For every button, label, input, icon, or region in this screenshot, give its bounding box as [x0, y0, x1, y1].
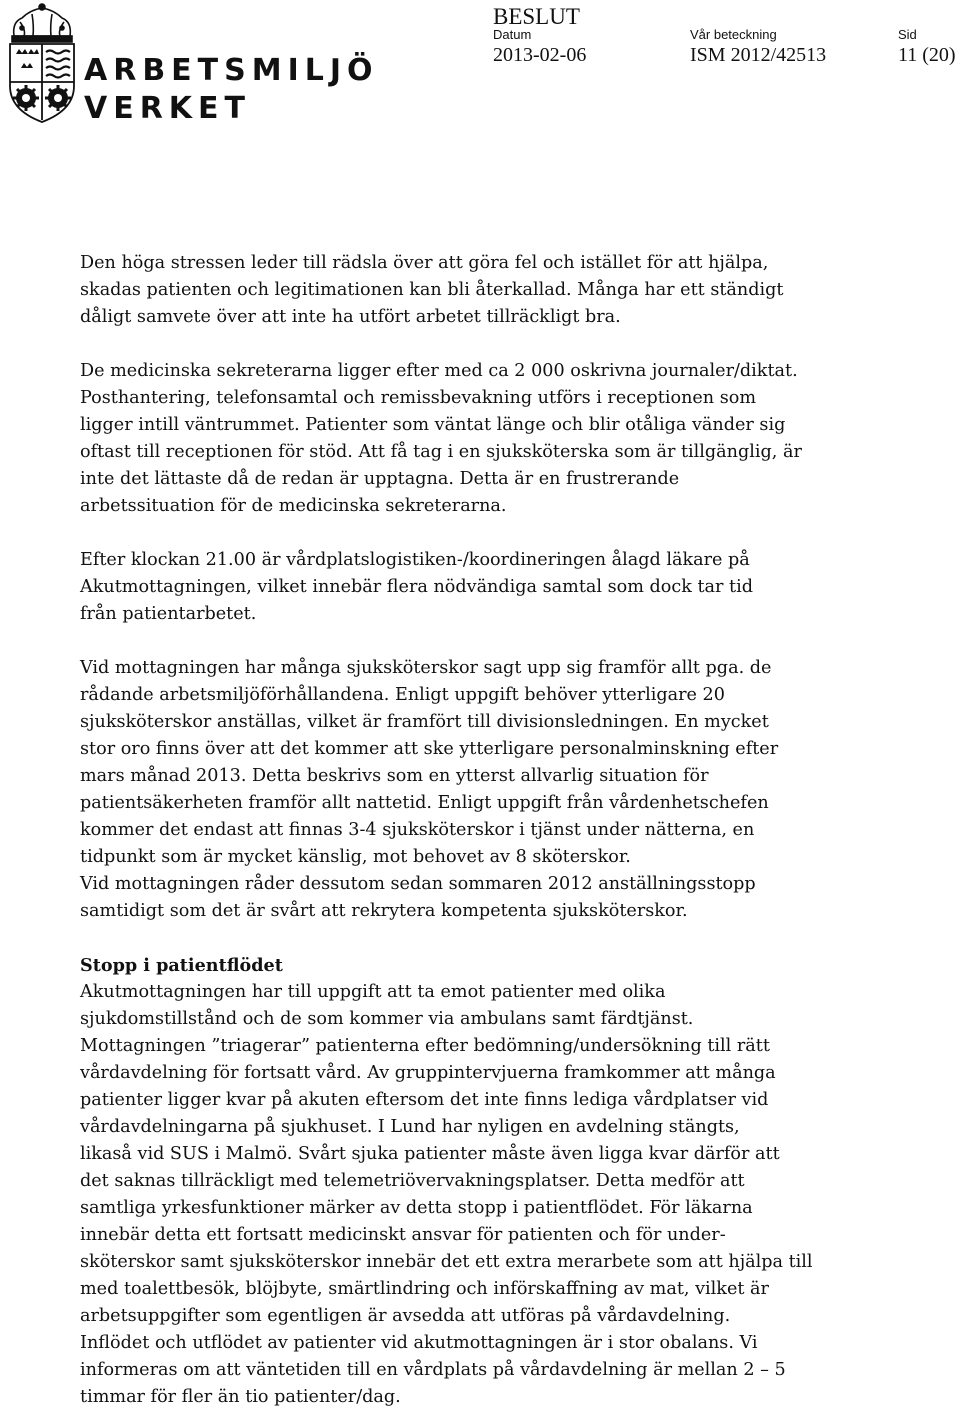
- text-line: arbetsuppgifter som egentligen är avsedda att utföras på vårdavdelning.: [80, 1306, 731, 1326]
- text-line: samtidigt som det är svårt att rekrytera kompetenta sjuksköterskor.: [80, 901, 688, 921]
- text-line: Akutmottagningen har till uppgift att ta emot patienter med olika: [80, 982, 666, 1002]
- text-line: likaså vid SUS i Malmö. Svårt sjuka patienter måste även ligga kvar därför att: [80, 1144, 780, 1164]
- text-line: stor oro finns över att det kommer att ske ytterligare personalminskning efter: [80, 739, 779, 759]
- logo-line-2: VERKET: [84, 91, 252, 126]
- text-line: vårdavdelning för fortsatt vård. Av gruppintervjuerna framkommer att många: [80, 1063, 776, 1083]
- page-number: 11 (20): [898, 44, 956, 66]
- text-line: Posthantering, telefonsamtal och remissbevakning utförs i receptionen som: [80, 388, 757, 408]
- reference-value: ISM 2012/42513: [690, 44, 827, 66]
- paragraph: [80, 655, 880, 925]
- text-line: sjuksköterskor anställas, vilket är framfört till divisionsledningen. En mycket: [80, 712, 769, 732]
- text-line: Mottagningen ”triagerar” patienterna efter bedömning/undersökning till rätt: [80, 1036, 770, 1056]
- text-line: Den höga stressen leder till rädsla över att göra fel och istället för att hjälpa,: [80, 253, 769, 273]
- section-stopp-i-patientflodet: [80, 952, 880, 1411]
- text-line: sjukdomstillstånd och de som kommer via ambulans samt färdtjänst.: [80, 1009, 694, 1029]
- arbetsmiljoverket-logo: [0, 0, 379, 128]
- text-line: samtliga yrkesfunktioner märker av detta stopp i patientflödet. För läkarna: [80, 1198, 753, 1218]
- text-line: det saknas tillräckligt med telemetriövervakningsplatser. Detta medför att: [80, 1171, 745, 1191]
- text-line: patienter ligger kvar på akuten eftersom det inte finns lediga vårdplatser vid: [80, 1090, 769, 1110]
- text-line: Vid mottagningen har många sjuksköterskor sagt upp sig framför allt pga. de: [80, 658, 772, 678]
- text-line: oftast till receptionen för stöd. Att få tag i en sjuksköterska som är tillgänglig, är: [80, 442, 802, 462]
- text-line: sköterskor samt sjuksköterskor innebär det ett extra merarbete som att hjälpa till: [80, 1252, 813, 1272]
- document-body: [80, 250, 880, 1411]
- section-heading: Stopp i patientflödet: [80, 955, 283, 976]
- reference-label: Vår beteckning: [690, 27, 777, 42]
- text-line: timmar för fler än tio patienter/dag.: [80, 1387, 401, 1407]
- text-line: Vid mottagningen råder dessutom sedan sommaren 2012 anställningsstopp: [80, 874, 756, 894]
- document-type: BESLUT: [493, 4, 580, 29]
- text-line: inte det lättaste då de redan är upptagna. Detta är en frustrerande: [80, 469, 680, 489]
- paragraph: [80, 250, 880, 331]
- paragraph: [80, 547, 880, 628]
- text-line: Akutmottagningen, vilket innebär flera nödvändiga samtal som dock tar tid: [80, 577, 753, 597]
- logo-wordmark: [84, 52, 379, 128]
- crown-crest-icon: [4, 2, 80, 124]
- text-line: informeras om att väntetiden till en vårdplats på vårdavdelning är mellan 2 – 5: [80, 1360, 786, 1380]
- logo-line-1: ARBETSMILJÖ: [84, 53, 379, 88]
- text-line: kommer det endast att finnas 3-4 sjuksköterskor i tjänst under nätterna, en: [80, 820, 755, 840]
- text-line: arbetssituation för de medicinska sekreterarna.: [80, 496, 507, 516]
- text-line: vårdavdelningarna på sjukhuset. I Lund har nyligen en avdelning stängts,: [80, 1117, 740, 1137]
- text-line: innebär detta ett fortsatt medicinskt ansvar för patienten och för under-: [80, 1225, 726, 1245]
- text-line: Inflödet och utflödet av patienter vid akutmottagningen är i stor obalans. Vi: [80, 1333, 758, 1353]
- date-value: 2013-02-06: [493, 44, 587, 66]
- page-label: Sid: [898, 27, 917, 42]
- paragraph: [80, 358, 880, 520]
- text-line: Efter klockan 21.00 är vårdplatslogistiken-/koordineringen ålagd läkare på: [80, 550, 750, 570]
- date-label: Datum: [493, 27, 532, 42]
- text-line: ligger intill väntrummet. Patienter som väntat länge och blir otåliga vänder sig: [80, 415, 786, 435]
- text-line: mars månad 2013. Detta beskrivs som en ytterst allvarlig situation för: [80, 766, 709, 786]
- text-line: med toalettbesök, blöjbyte, smärtlindring och införskaffning av mat, vilket är: [80, 1279, 769, 1299]
- text-line: från patientarbetet.: [80, 604, 257, 624]
- text-line: tidpunkt som är mycket känslig, mot behovet av 8 sköterskor.: [80, 847, 631, 867]
- text-line: dåligt samvete över att inte ha utfört arbetet tillräckligt bra.: [80, 307, 621, 327]
- text-line: rådande arbetsmiljöförhållandena. Enligt uppgift behöver ytterligare 20: [80, 685, 725, 705]
- text-line: skadas patienten och legitimationen kan bli återkallad. Många har ett ständigt: [80, 280, 784, 300]
- text-line: De medicinska sekreterarna ligger efter med ca 2 000 oskrivna journaler/diktat.: [80, 361, 798, 381]
- text-line: patientsäkerheten framför allt nattetid. Enligt uppgift från vårdenhetschefen: [80, 793, 769, 813]
